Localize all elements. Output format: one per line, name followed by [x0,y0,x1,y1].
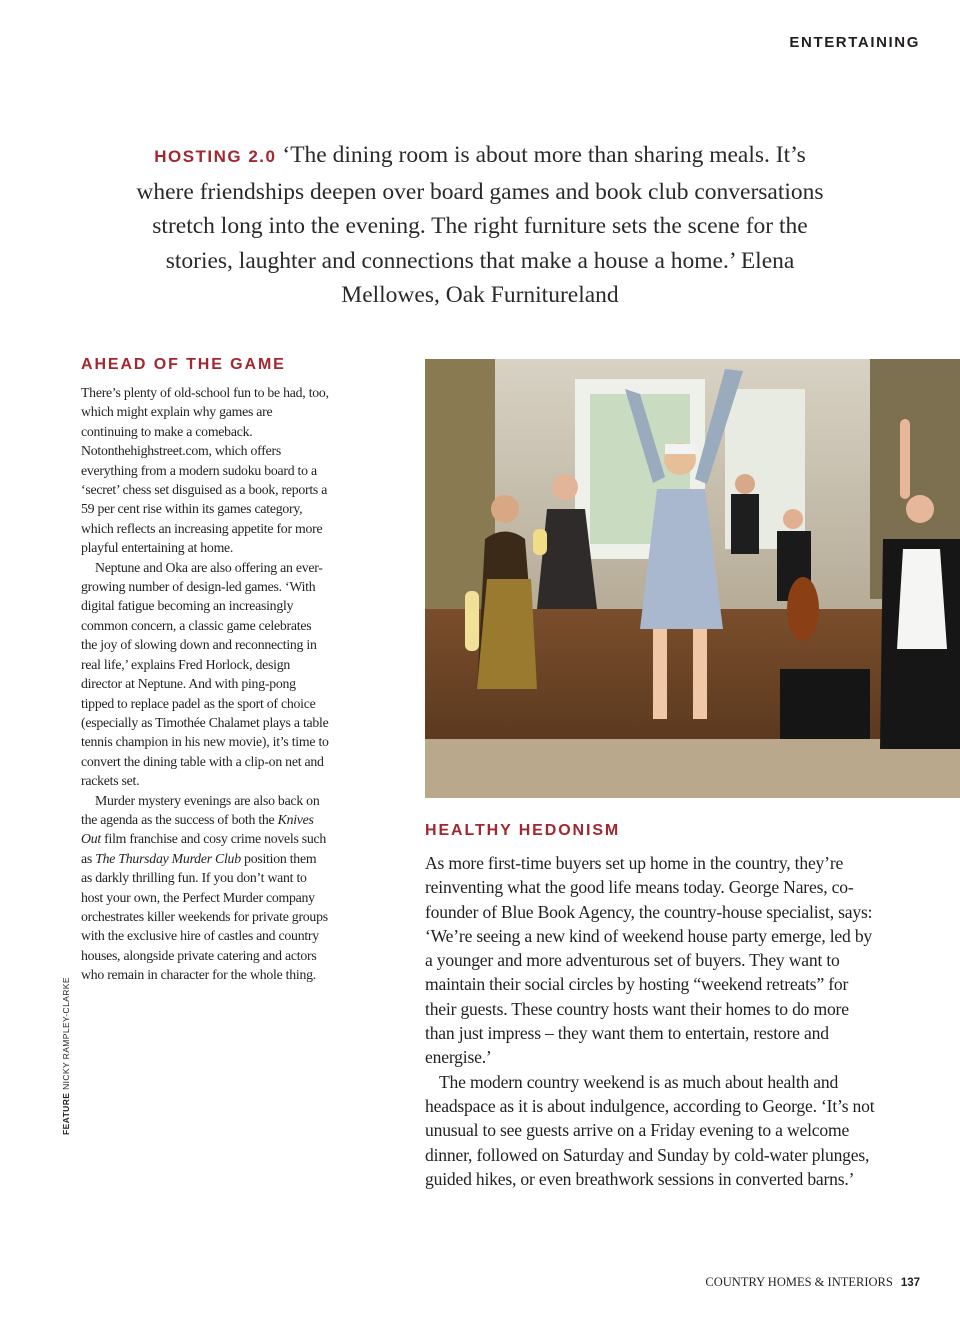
text-run: position them as darkly thrilling fun. If you don’t want to host your own, the Perfect Murder company orchestrates killer weekends for private groups with the exclusive hire of castles and country houses, alongside private catering and actors who remain in character for the whole thing. [81,850,328,983]
heading-healthy-hedonism: HEALTHY HEDONISM [425,822,621,839]
left-paragraph-1: There’s plenty of old-school fun to be had, too, which might explain why games are continuing to make a comeback. Notonthehighstreet.com, which offers everything from a modern sudoku board to a ‘secret’ chess set disguised as a book, reports a 59 per cent rise within its games category, which reflects an increasing appetite for more playful entertaining at home. [81,385,329,556]
party-photo-illustration [425,359,960,798]
text-run: Murder mystery evenings are also back on the agenda as the success of both the [81,792,320,827]
section-tag: ENTERTAINING [789,34,920,51]
title-knives-out: Knives Out [81,811,314,847]
pull-quote [130,138,830,313]
pull-quote-kicker: HOSTING 2.0 [154,147,277,166]
credit-name: NICKY RAMPLEY-CLARKE [61,977,71,1090]
heading-ahead-of-the-game: AHEAD OF THE GAME [81,356,286,373]
left-paragraph-2: Neptune and Oka are also offering an ever-growing number of design-led games. ‘With digital fatigue becoming an increasingly common concern, a classic game celebrates the joy of slowing down and reconnecting in real life,’ explains Fred Horlock, design director at Neptune. And with ping-pong tipped to replace padel as the sport of choice (especially as Timothée Chalamet plays a table tennis champion in his new movie), it’s time to convert the dining table with a clip-on net and rackets set. [81,559,329,789]
party-photo [425,359,960,798]
text-run: film franchise and cosy crime novels such as [81,831,327,866]
page-footer [705,1275,920,1290]
magazine-name: COUNTRY HOMES & INTERIORS [705,1275,893,1289]
left-paragraph-3 [81,791,329,985]
title-thursday-murder-club: The Thursday Murder Club [95,850,241,866]
credit-label: FEATURE [61,1092,71,1135]
right-column-body [425,851,880,1191]
page-number: 137 [900,1277,920,1289]
feature-credit [61,977,71,1135]
right-paragraph-2: The modern country weekend is as much about health and headspace as it is about indulgence, according to George. ‘It’s not unusual to see guests arrive on a Friday evening to a welcome dinner, followed on Saturday and Sunday by cold-water plunges, guided hikes, or even breathwork sessions in converted barns.’ [425,1071,875,1189]
pull-quote-text: ‘The dining room is about more than sharing meals. It’s where friendships deepen over board games and book club conversations stretch long into the evening. The right furniture sets the scene for the stories, laughter and connections that make a house a home.’ Elena Mellowes, Oak Furnitureland [136,142,824,309]
left-column-body [81,383,329,985]
right-paragraph-1: As more first-time buyers set up home in the country, they’re reinventing what the good life means today. George Nares, co-founder of Blue Book Agency, the country-house specialist, says: ‘We’re seeing a new kind of weekend house party emerge, led by a younger and more adventurous set of buyers. They want to maintain their social circles by hosting “weekend retreats” for their guests. These country hosts want their homes to do more than just impress – they want them to entertain, restore and energise.’ [425,853,873,1068]
